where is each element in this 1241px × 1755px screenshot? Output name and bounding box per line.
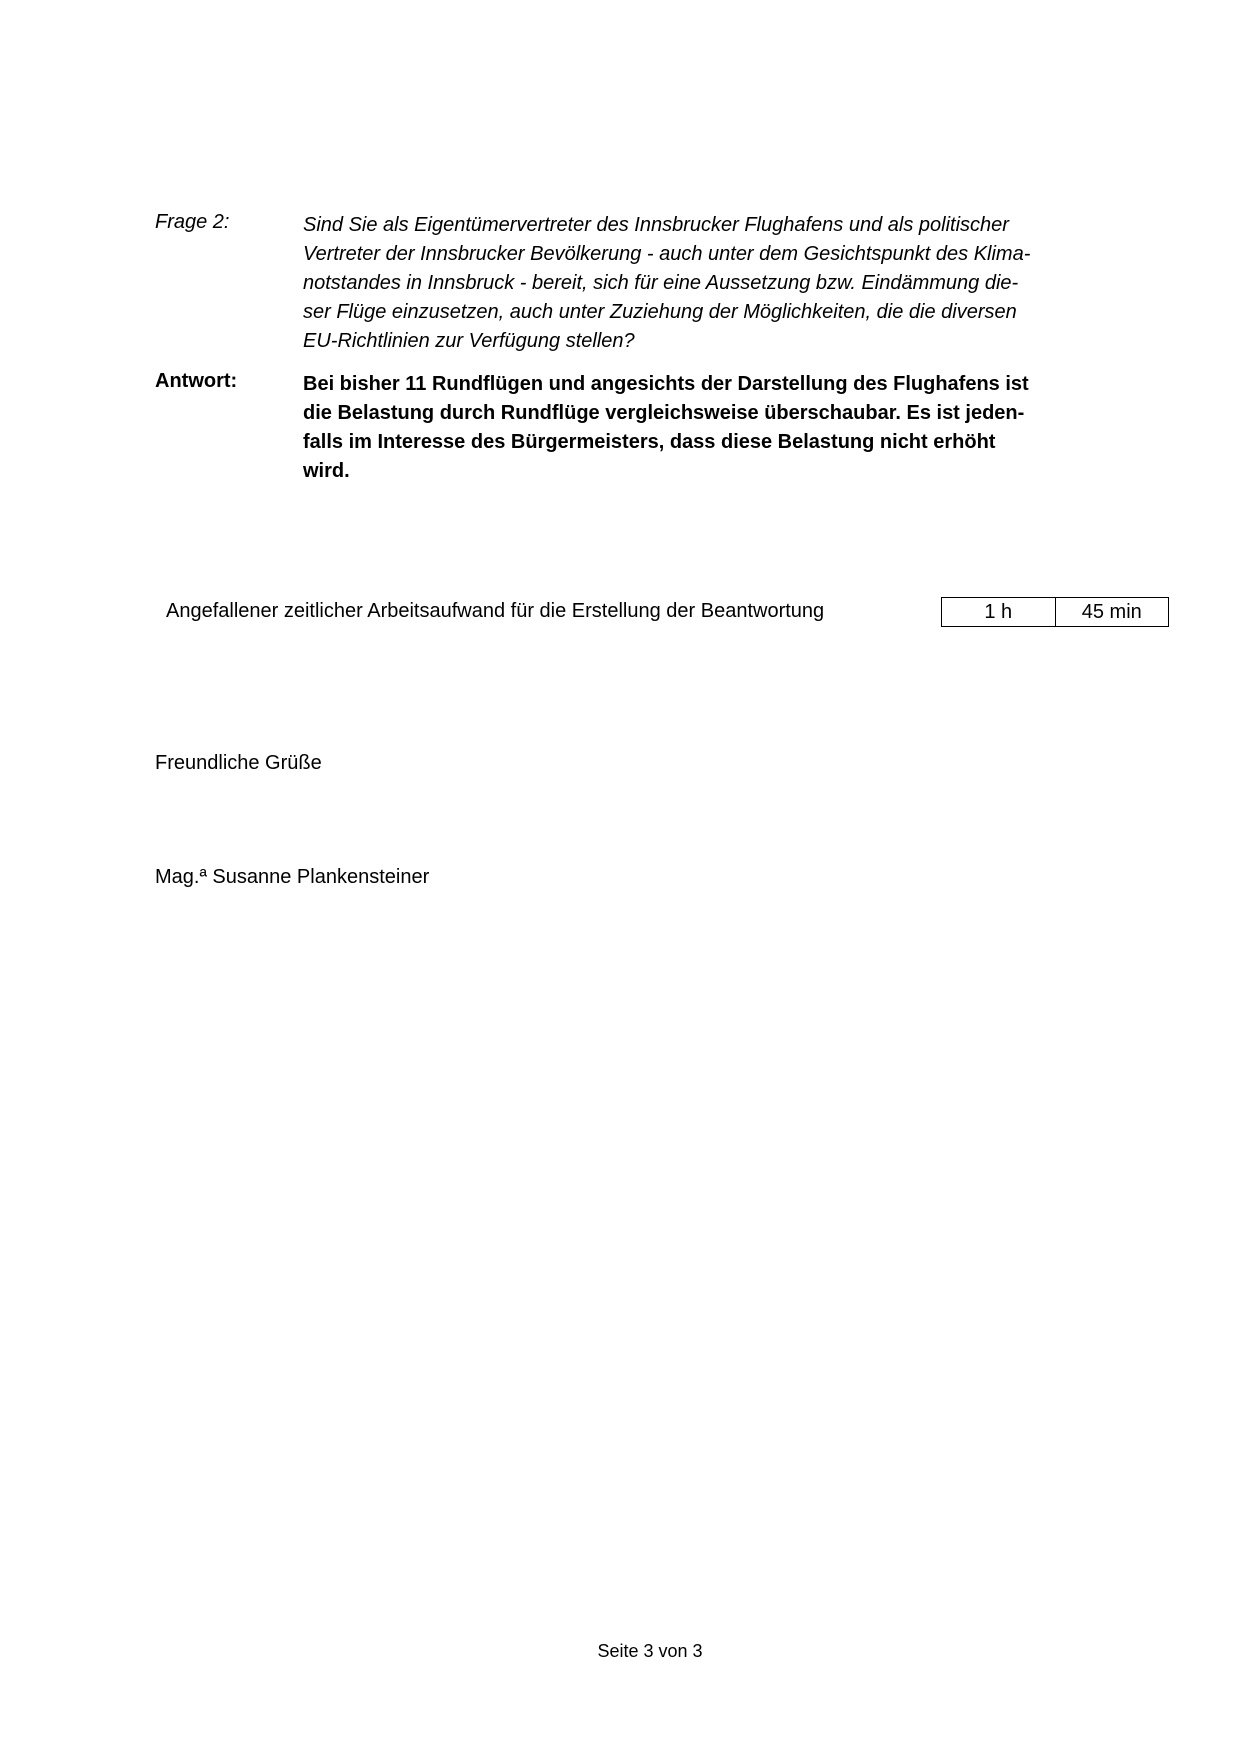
question-line: ser Flüge einzusetzen, auch unter Zuziehung der Möglichkeiten, die die diversen xyxy=(303,301,1017,323)
effort-hours: 1 h xyxy=(984,601,1013,623)
answer-line: die Belastung durch Rundflüge vergleichsweise überschaubar. Es ist jeden- xyxy=(303,402,1025,424)
question-text xyxy=(303,211,1241,356)
closing-greeting: Freundliche Grüße xyxy=(155,752,322,774)
question-line: Vertreter der Innsbrucker Bevölkerung - auch unter dem Gesichtspunkt des Klima- xyxy=(303,243,1031,265)
question-label: Frage 2: xyxy=(155,211,230,233)
question-line: notstandes in Innsbruck - bereit, sich für eine Aussetzung bzw. Eindämmung die- xyxy=(303,272,1019,294)
answer-line: falls im Interesse des Bürgermeisters, dass diese Belastung nicht erhöht xyxy=(303,431,996,453)
effort-minutes: 45 min xyxy=(1055,598,1169,626)
question-line: Sind Sie als Eigentümervertreter des Innsbrucker Flughafens und als politischer xyxy=(303,214,1009,236)
page-footer: Seite 3 von 3 xyxy=(597,1641,703,1661)
answer-line: wird. xyxy=(303,460,350,482)
answer-text xyxy=(303,370,1241,486)
answer-line: Bei bisher 11 Rundflügen und angesichts der Darstellung des Flughafens ist xyxy=(303,373,1029,395)
effort-table xyxy=(941,597,1169,627)
question-line: EU-Richtlinien zur Verfügung stellen? xyxy=(303,330,635,352)
answer-label: Antwort: xyxy=(155,370,238,392)
signature-name: Mag.ª Susanne Plankensteiner xyxy=(155,866,430,888)
effort-label: Angefallener zeitlicher Arbeitsaufwand für die Erstellung der Beantwortung xyxy=(166,600,825,622)
